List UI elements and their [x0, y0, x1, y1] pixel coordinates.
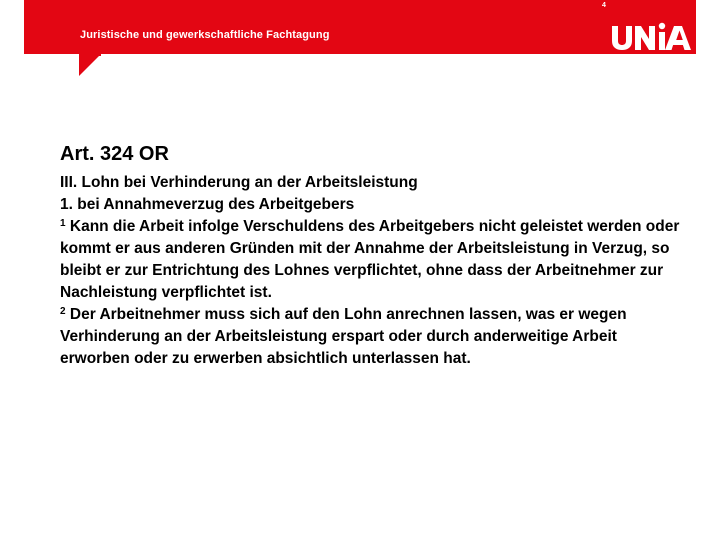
paragraph-1: [60, 216, 680, 304]
unia-logo: [610, 20, 696, 52]
header-tab-corner: [79, 54, 101, 76]
section-heading: III. Lohn bei Verhinderung an der Arbeitsleistung: [60, 174, 418, 191]
article-content: [60, 140, 680, 370]
header-title: Juristische und gewerkschaftliche Fachtagung: [80, 29, 330, 41]
header-bar: [24, 0, 696, 54]
subsection-heading: 1. bei Annahmeverzug des Arbeitgebers: [60, 196, 355, 213]
paragraph-text: Der Arbeitnehmer muss sich auf den Lohn anrechnen lassen, was er wegen Verhinderung an der Arbeitsleistung erspart oder durch anderweitige Arbeit erworben oder zu erwerben absichtlich unterlassen hat.: [60, 306, 627, 367]
page-number: 4: [602, 2, 606, 9]
paragraph-2: [60, 304, 680, 370]
paragraph-text: Kann die Arbeit infolge Verschuldens des Arbeitgebers nicht geleistet werden oder kommt er aus anderen Gründen mit der Annahme der Arbeitsleistung in Verzug, so bleibt er zur Entrichtung des Lohnes verpflichtet, ohne dass der Arbeitnehmer zur Nachleistung verpflichtet ist.: [60, 218, 680, 301]
paragraph-number: 1: [60, 218, 66, 229]
paragraph-number: 2: [60, 306, 66, 317]
article-title: Art. 324 OR: [60, 143, 169, 165]
